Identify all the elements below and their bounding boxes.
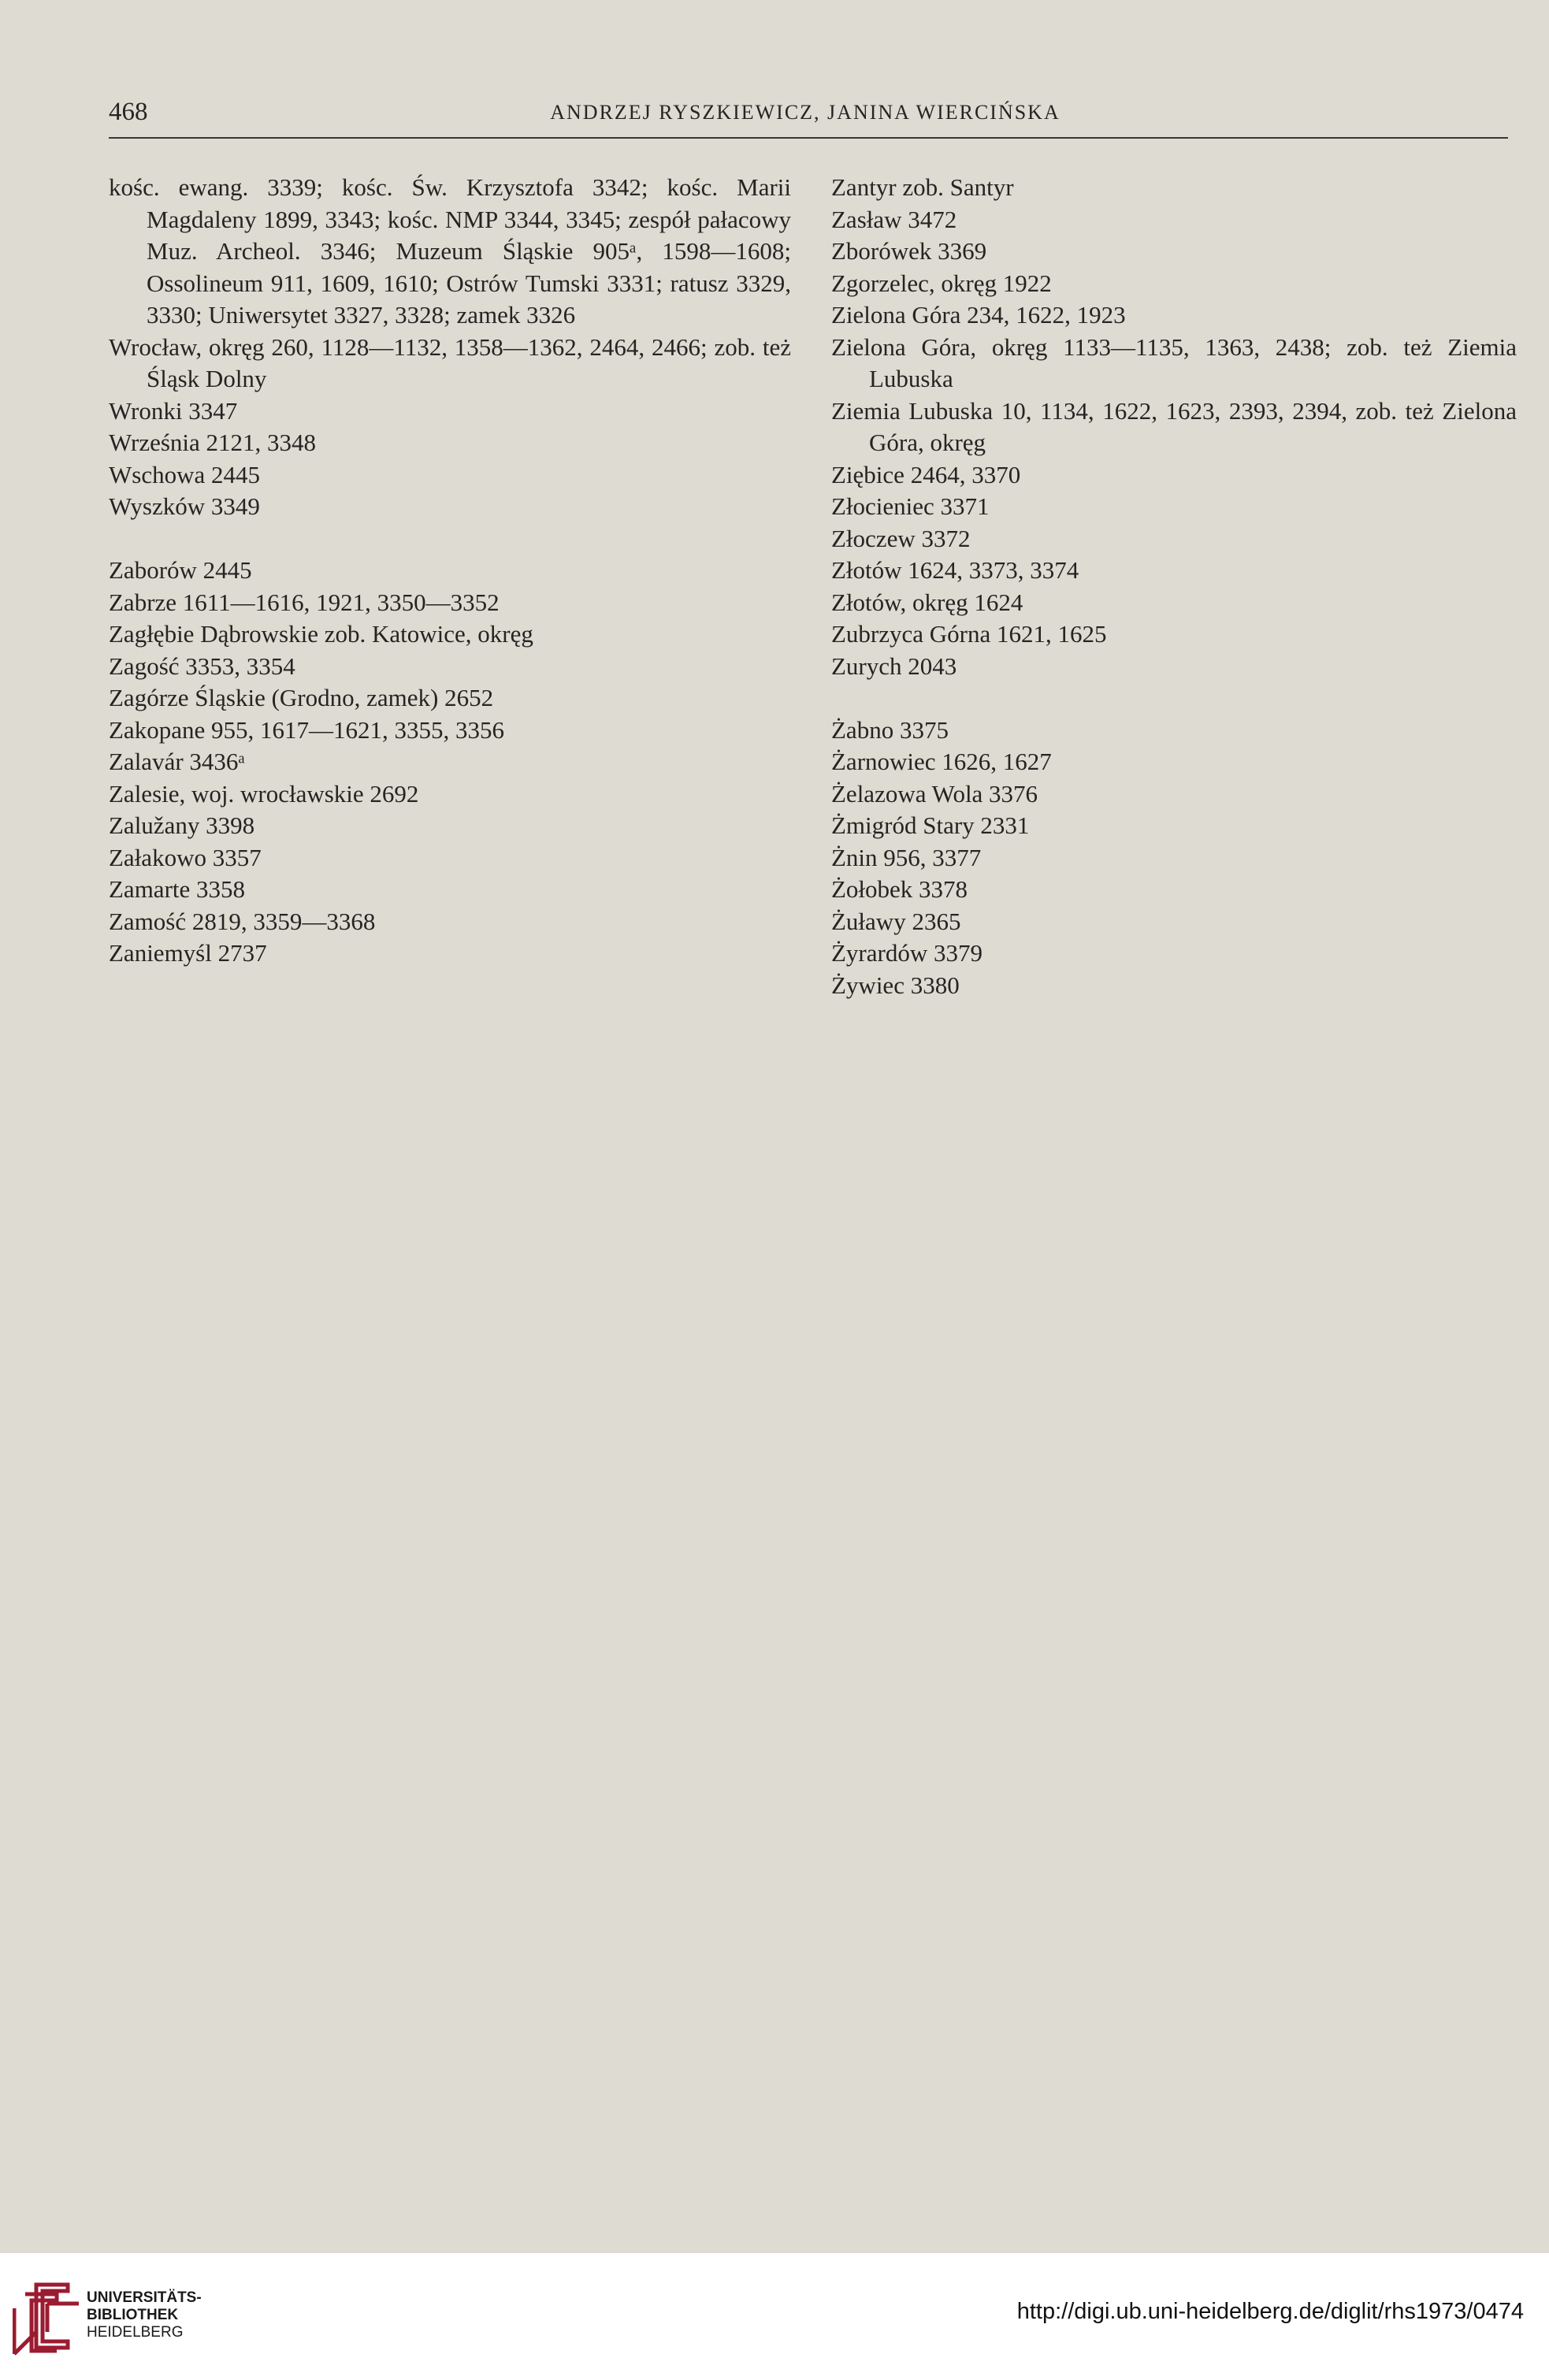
index-entry: Żuławy 2365 [831,907,961,935]
index-entry: Żywiec 3380 [831,971,960,999]
index-entry: Żabno 3375 [831,715,949,744]
index-entry: Żmigród Stary 2331 [831,811,1030,839]
index-entry: Wrocław, okręg 260, 1128—1132, 1358—1362, 2464, 2466; zob. też Śląsk Dolny [109,332,791,392]
index-entry: Zabrze 1611—1616, 1921, 3350—3352 [109,588,500,616]
page-number: 468 [109,98,148,126]
index-column-right [831,172,1517,1001]
index-entry: Zaborów 2445 [109,556,252,584]
index-entry: Ziębice 2464, 3370 [831,460,1021,488]
index-entry: Września 2121, 3348 [109,429,317,456]
index-entry: Żołobek 3378 [831,875,968,903]
section-gap [831,682,1517,715]
library-name-line2: BIBLIOTHEK [87,2307,179,2323]
index-entry: Zasław 3472 [831,205,957,233]
ub-heidelberg-logo-icon [13,2277,79,2356]
running-head: ANDRZEJ RYSZKIEWICZ, JANINA WIERCIŃSKA [550,101,1061,124]
section-gap [109,523,791,555]
index-entry: Złotów, okręg 1624 [831,588,1023,616]
index-entry: Zalavár 3436ᵃ [109,748,245,775]
index-entry: Zantyr zob. Santyr [831,173,1014,201]
digitization-footer [0,2253,1549,2380]
index-entry: Zurych 2043 [831,652,957,680]
library-name-line1: UNIVERSITÄTS- [87,2289,202,2306]
index-entry: Wronki 3347 [109,396,238,425]
index-entry: kośc. ewang. 3339; kośc. Św. Krzysztofa 3342; kośc. Marii Magdaleny 1899, 3343; kośc. NMP 3344, 3345; zespół pałacowy Muz. Archeol. 3346; Muzeum Śląskie 905ᵃ, 1598—1608; Ossolineum 911, 1609, 1610; Ostrów Tumski 3331; ratusz 3329, 3330; Uniwersytet 3327, 3328; zamek 3326 [109,173,791,329]
page-header [109,95,1502,136]
index-entry: Załakowo 3357 [109,843,262,871]
index-entry: Złotów 1624, 3373, 3374 [831,556,1079,584]
index-entry: Zalesie, woj. wrocławskie 2692 [109,779,419,808]
index-entry: Zubrzyca Górna 1621, 1625 [831,620,1107,648]
library-name [87,2289,202,2341]
index-column-left [109,172,791,970]
library-name-line3: HEIDELBERG [87,2324,184,2341]
index-entry: Zgorzelec, okręg 1922 [831,269,1052,297]
index-entry: Zielona Góra, okręg 1133—1135, 1363, 2438; zob. też Ziemia Lubuska [831,332,1517,392]
index-entry: Złocieniec 3371 [831,492,990,520]
index-entry: Wyszków 3349 [109,492,260,520]
index-entry: Żyrardów 3379 [831,939,983,967]
index-entry: Żarnowiec 1626, 1627 [831,748,1052,775]
index-entry: Zborówek 3369 [831,237,987,265]
digitization-url-link[interactable]: http://digi.ub.uni-heidelberg.de/diglit/rhs1973/0474 [1016,2299,1524,2324]
index-entry: Zielona Góra 234, 1622, 1923 [831,301,1126,329]
index-entry: Zagość 3353, 3354 [109,652,295,680]
index-entry: Ziemia Lubuska 10, 1134, 1622, 1623, 2393, 2394, zob. też Zielona Góra, okręg [831,396,1517,456]
index-entry: Złoczew 3372 [831,524,971,552]
index-entry: Zagórze Śląskie (Grodno, zamek) 2652 [109,684,494,711]
index-entry: Żnin 956, 3377 [831,843,982,871]
index-entry: Zamarte 3358 [109,875,246,903]
index-entry: Zakopane 955, 1617—1621, 3355, 3356 [109,715,504,744]
index-entry: Zagłębie Dąbrowskie zob. Katowice, okręg [109,620,533,648]
index-entry: Zalužany 3398 [109,811,255,839]
index-entry: Żelazowa Wola 3376 [831,779,1038,808]
header-rule [109,137,1508,139]
index-entry: Zamość 2819, 3359—3368 [109,907,376,935]
index-entry: Zaniemyśl 2737 [109,939,267,967]
index-entry: Wschowa 2445 [109,460,260,488]
